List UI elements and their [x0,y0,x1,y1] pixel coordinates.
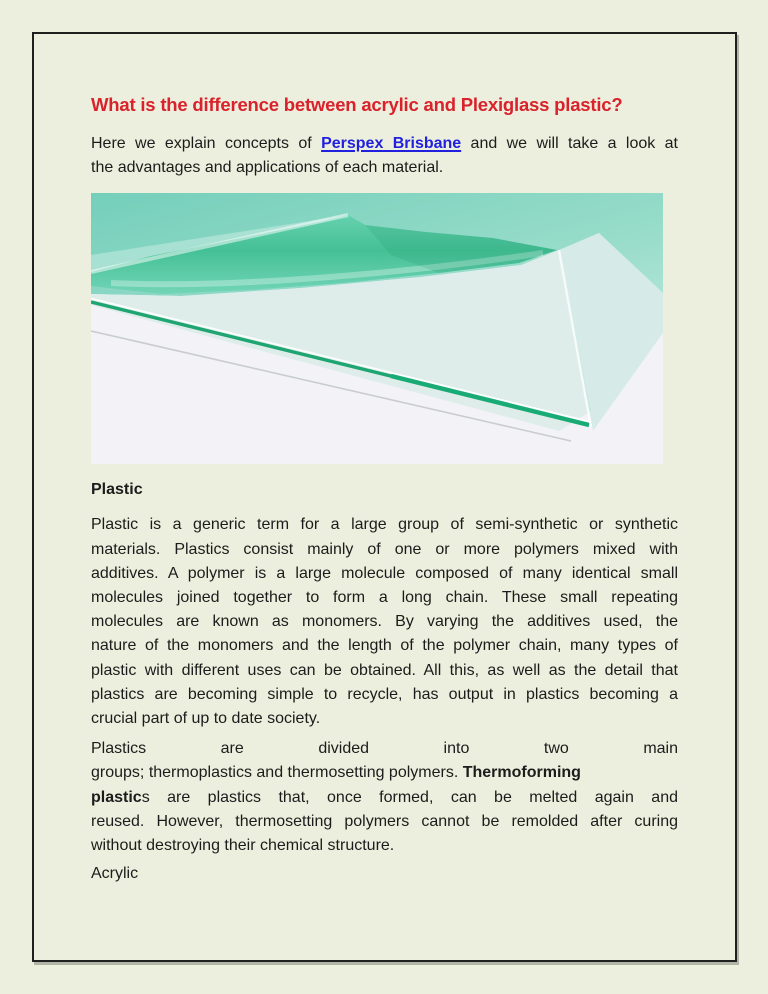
plastic-line: plastic with different uses can be obtained. All this, as well as the detail that [91,661,678,679]
plastic-line: Plastic is a generic term for a large group of semi-synthetic or synthetic [91,516,678,534]
plastic-paragraph [91,513,678,731]
intro-text-post: and we will take a look at [461,135,678,152]
groups-line-2 [91,761,678,785]
groups-line-3-text: s are plastics that, once formed, can be melted again and [141,788,678,806]
groups-line-5: without destroying their chemical structure. [91,837,395,855]
thermoforming-bold: Thermoforming [462,764,581,782]
plastic-line: molecules joined together to form a long chain. These small repeating [91,589,678,607]
intro-line-1 [91,132,678,156]
page-title: What is the difference between acrylic and Plexiglass plastic? [91,94,623,115]
plastic-line: nature of the monomers and the length of the polymer chain, many types of [91,637,678,655]
plastic-line-last: crucial part of up to date society. [91,710,321,728]
groups-paragraph [91,737,678,858]
plastic-bold: plastic [91,788,142,806]
groups-line-4: reused. However, thermosetting polymers cannot be remolded after curing [91,812,678,830]
intro-paragraph [91,132,678,180]
plastic-line: materials. Plastics consist mainly of one or more polymers mixed with [91,540,678,558]
plastic-line: additives. A polymer is a large molecule composed of many identical small [91,564,678,582]
groups-line-1: Plastics are divided into two main [91,740,678,758]
acrylic-label: Acrylic [91,865,139,883]
article-content [34,34,735,886]
plastic-line: plastics are becoming simple to recycle, has output in plastics becoming a [91,685,678,703]
intro-text-pre: Here we explain concepts of [91,135,322,152]
plastic-line: molecules are known as monomers. By varying the additives used, the [91,613,678,631]
plastic-heading: Plastic [91,481,143,499]
groups-line-2-text: groups; thermoplastics and thermosetting polymers. [91,764,463,782]
groups-line-3 [91,786,678,810]
page-frame [32,32,737,962]
acrylic-sheet-photo [91,193,663,464]
intro-line-2: the advantages and applications of each material. [91,159,444,177]
perspex-brisbane-link[interactable]: Perspex Brisbane [321,135,462,152]
